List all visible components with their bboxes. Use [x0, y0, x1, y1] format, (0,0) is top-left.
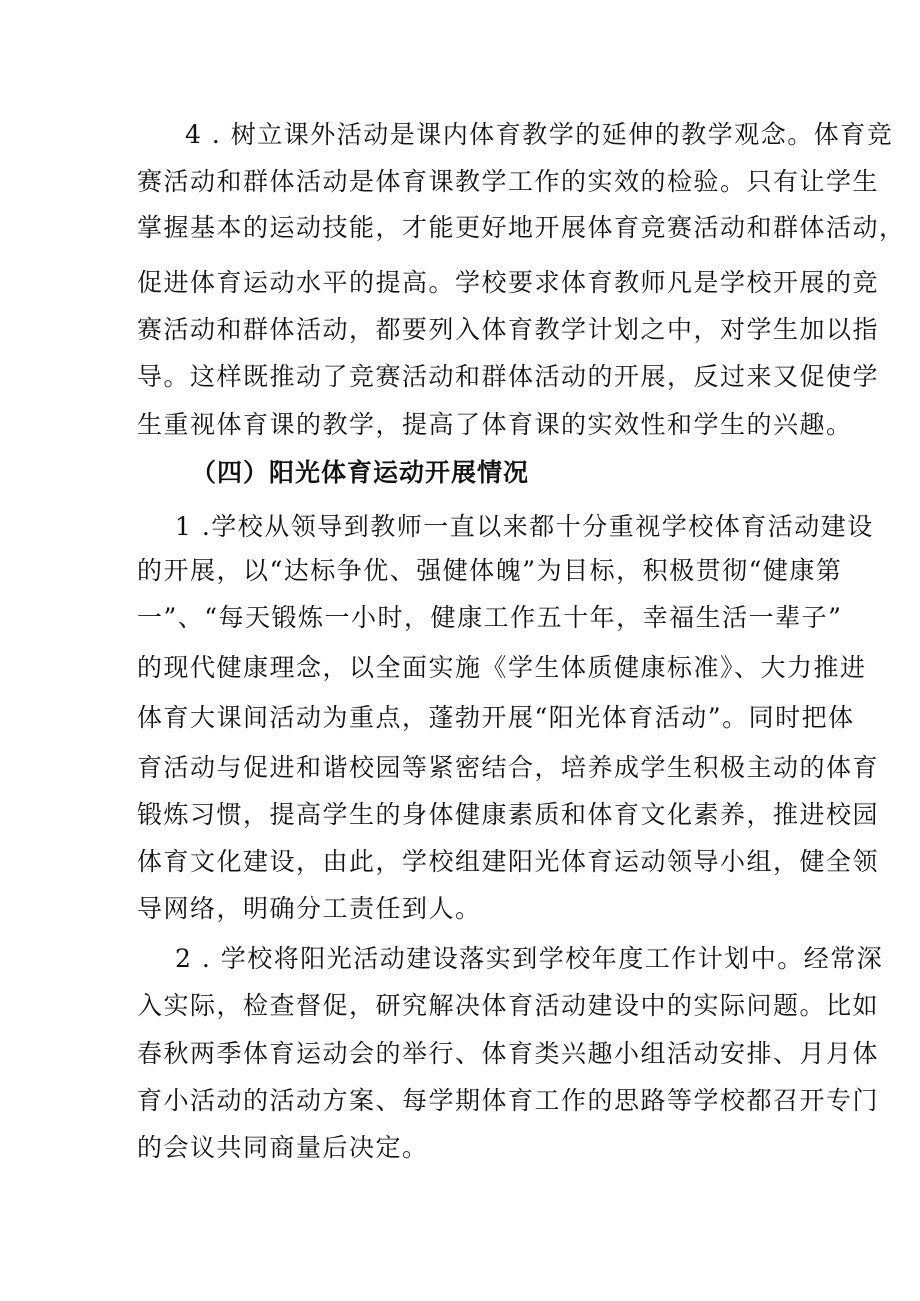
text-line: 育活动与促进和谐校园等紧密结合，培养成学生积极主动的体育	[137, 753, 880, 782]
text-line: 导网络，明确分工责任到人。	[137, 894, 482, 923]
text-line: 锻炼习惯，提高学生的身体健康素质和体育文化素养，推进校园	[137, 800, 880, 829]
text-line: 生重视体育课的教学，提高了体育课的实效性和学生的兴趣。	[137, 410, 853, 439]
text-line: 一”、“每天锻炼一小时，健康工作五十年，幸福生活一辈子”	[137, 603, 843, 632]
text-line: 入实际，检查督促，研究解决体育活动建设中的实际问题。比如	[137, 991, 880, 1020]
text-line: 1 .学校从领导到教师一直以来都十分重视学校体育活动建设	[175, 512, 874, 541]
text-line: 赛活动和群体活动，都要列入体育教学计划之中，对学生加以指	[137, 315, 880, 344]
text-line: 导。这样既推动了竞赛活动和群体活动的开展，反过来又促使学	[137, 362, 880, 391]
text-line: 春秋两季体育运动会的举行、体育类兴趣小组活动安排、月月体	[137, 1039, 880, 1068]
text-line: 4 . 树立课外活动是课内体育教学的延伸的教学观念。体育竞	[185, 120, 894, 149]
text-line: 育小活动的活动方案、每学期体育工作的思路等学校都召开专门	[137, 1086, 880, 1115]
text-line: 赛活动和群体活动是体育课教学工作的实效的检验。只有让学生	[137, 167, 880, 196]
text-line: 的会议共同商量后决定。	[137, 1133, 429, 1162]
text-line: 体育文化建设，由此，学校组建阳光体育运动领导小组，健全领	[137, 847, 880, 876]
text-line: 促进体育运动水平的提高。学校要求体育教师凡是学校开展的竞	[137, 268, 880, 297]
text-line: 的现代健康理念，以全面实施《学生体质健康标准》、大力推进	[137, 653, 867, 682]
text-line: 体育大课间活动为重点，蓬勃开展“阳光体育活动”。同时把体	[137, 703, 855, 732]
text-line: 2 . 学校将阳光活动建设落实到学校年度工作计划中。经常深	[175, 944, 884, 973]
section-heading: （四）阳光体育运动开展情况	[191, 458, 530, 487]
text-line: 掌握基本的运动技能，才能更好地开展体育竞赛活动和群体活动，	[137, 213, 906, 242]
text-line: 的开展，以“达标争优、强健体魄”为目标，积极贯彻“健康第	[137, 556, 843, 585]
